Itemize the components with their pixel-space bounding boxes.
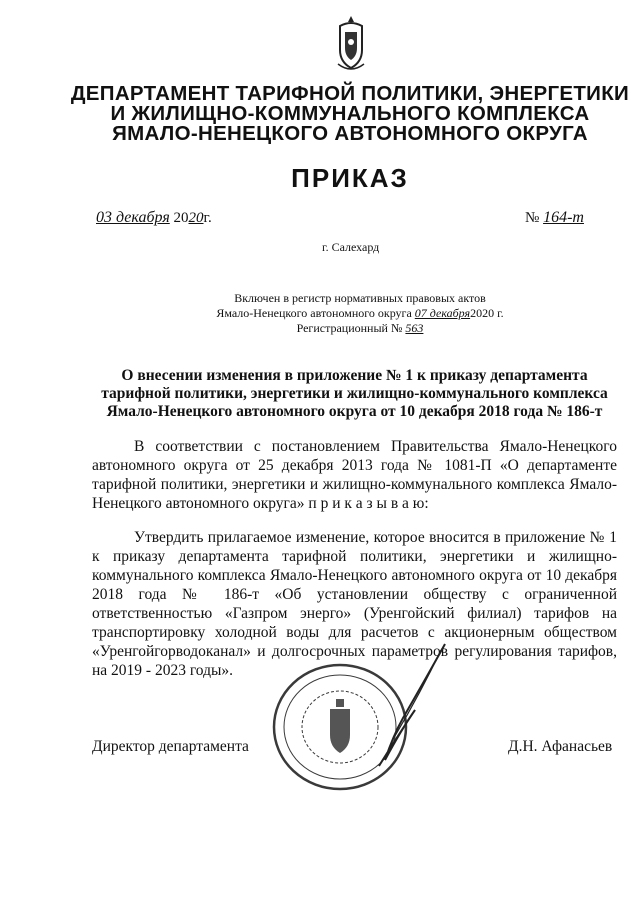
registry-number-handwritten: 563 — [405, 321, 424, 335]
preamble-paragraph — [92, 437, 617, 513]
subject-line-3: Ямало-Ненецкого автономного округа от 10 декабря 2018 года № 186-т — [106, 403, 603, 420]
registry-line-2 — [150, 306, 570, 321]
subject-line-1: О внесении изменения в приложение № 1 к приказу департамента — [121, 367, 588, 384]
number-handwritten: 164-т — [543, 209, 584, 226]
number-prefix: № — [525, 210, 540, 226]
registry-line-3 — [150, 321, 570, 336]
handwritten-signature — [355, 640, 455, 770]
department-name-line-1: ДЕПАРТАМЕНТ ТАРИФНОЙ ПОЛИТИКИ, ЭНЕРГЕТИКИ — [70, 82, 630, 105]
signatory-position: Директор департамента — [92, 738, 249, 755]
city: г. Салехард — [322, 240, 380, 254]
department-name-line-2: И ЖИЛИЩНО-КОММУНАЛЬНОГО КОМПЛЕКСА — [110, 102, 590, 125]
order-date — [96, 209, 212, 227]
order-text: Утвердить прилагаемое изменение, которое вносится в приложение № 1 к приказу департамента тарифной политики, энергетики и жилищно-коммунального комплекса Ямало-Ненецкого автономного округа от 10 декабря 2018 года № 186-т «Об установлении обществу с ограниченной ответственностью «Газпром энерго» (Уренгойский филиал) тарифов на транспортировку холодной воды для расчетов с акционерным обществом «Уренгойгорводоканал» и долгосрочных параметров регулирования тарифов, на 2019 - 2023 годы». — [92, 529, 617, 679]
year-suffix: г. — [203, 210, 212, 226]
department-name-line-3: ЯМАЛО-НЕНЕЦКОГО АВТОНОМНОГО ОКРУГА — [112, 122, 588, 145]
document-type-title: ПРИКАЗ — [291, 163, 409, 193]
registry-year: 2020 г. — [470, 306, 504, 320]
subject-line-2: тарифной политики, энергетики и жилищно-коммунального комплекса — [101, 385, 608, 402]
year-handwritten: 20 — [188, 210, 204, 226]
registry-date-handwritten: 07 декабря — [414, 306, 471, 320]
signatory-name: Д.Н. Афанасьев — [508, 738, 613, 755]
registry-number-label: Регистрационный № — [296, 321, 403, 335]
year-prefix: 20 — [173, 210, 189, 226]
preamble-text: В соответствии с постановлением Правительства Ямало-Ненецкого автономного округа от 25 декабря 2013 года № 1081-П «О департаменте тарифной политики, энергетики и жилищно-коммунального комплекса Ямало-Ненецкого автономного округа» п р и к а з ы в а ю: — [92, 438, 617, 512]
date-handwritten: 03 декабря — [96, 209, 170, 226]
coat-of-arms-emblem — [334, 14, 368, 74]
registry-region: Ямало-Ненецкого автономного округа — [216, 306, 412, 320]
registry-line-1: Включен в регистр нормативных правовых актов — [234, 291, 486, 305]
order-number — [525, 209, 584, 227]
